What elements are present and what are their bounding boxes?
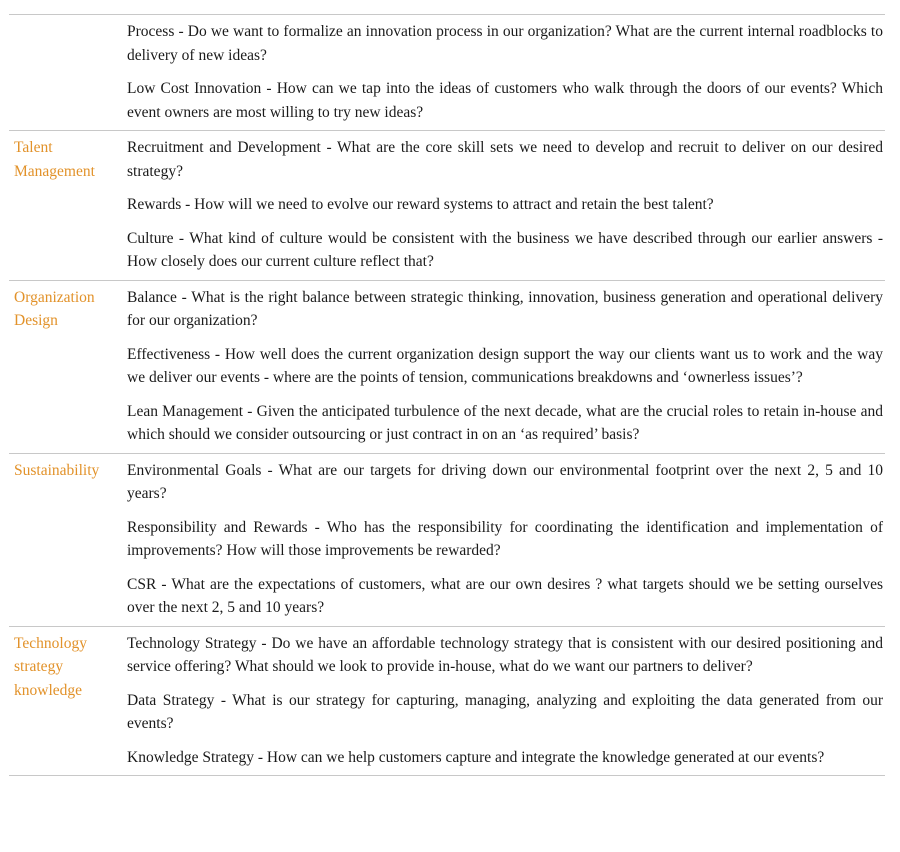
section-label: Technology strategy knowledge xyxy=(14,634,87,699)
section-label: Organization Design xyxy=(14,288,95,329)
section-talent-management xyxy=(9,131,885,281)
section-innovation-continued xyxy=(9,15,885,131)
question-item: Lean Management - Given the anticipated turbulence of the next decade, what are the crucial roles to retain in-house and which should we consider outsourcing or just contract in on an ‘as required’ basis? xyxy=(127,402,883,443)
question-item: Low Cost Innovation - How can we tap into the ideas of customers who walk through the doors of our events? Which event owners are most willing to try new ideas? xyxy=(127,80,883,121)
strategy-questions-table xyxy=(9,14,885,776)
question-item: Technology Strategy - Do we have an affordable technology strategy that is consistent with our desired positioning and service offering? What should we look to provide in-house, what do we want our partners to deliver? xyxy=(127,634,883,675)
section-content-cell xyxy=(122,626,885,776)
question-item: Rewards - How will we need to evolve our reward systems to attract and retain the best talent? xyxy=(127,196,714,213)
question-item: Environmental Goals - What are our targets for driving down our environmental footprint over the next 2, 5 and 10 years? xyxy=(127,461,883,502)
section-label: Sustainability xyxy=(14,461,100,479)
section-label-cell xyxy=(9,15,122,131)
section-label-cell xyxy=(9,626,122,776)
section-content-cell xyxy=(122,453,885,626)
question-item: Recruitment and Development - What are the core skill sets we need to develop and recruit to deliver on our desired strategy? xyxy=(127,139,883,180)
section-organization-design xyxy=(9,280,885,453)
question-item: Balance - What is the right balance between strategic thinking, innovation, business generation and operational delivery for our organization? xyxy=(127,288,883,329)
section-content-cell xyxy=(122,15,885,131)
question-item: Data Strategy - What is our strategy for capturing, managing, analyzing and exploiting the data generated from our events? xyxy=(127,691,883,732)
question-item: Knowledge Strategy - How can we help customers capture and integrate the knowledge generated at our events? xyxy=(127,748,825,766)
question-item: Process - Do we want to formalize an innovation process in our organization? What are the current internal roadblocks to delivery of new ideas? xyxy=(127,23,883,64)
section-content-cell xyxy=(122,280,885,453)
section-label-cell xyxy=(9,453,122,626)
question-item: Culture - What kind of culture would be consistent with the business we have described through our earlier answers - How closely does our current culture reflect that? xyxy=(127,229,883,270)
section-label-cell xyxy=(9,280,122,453)
section-label-cell xyxy=(9,131,122,281)
section-label: Talent Management xyxy=(14,139,95,180)
question-item: Effectiveness - How well does the current organization design support the way our clients want us to work and the way we deliver our events - where are the points of tension, communications breakdowns and ‘ownerless issues’? xyxy=(127,345,883,386)
section-content-cell xyxy=(122,131,885,281)
question-item: Responsibility and Rewards - Who has the responsibility for coordinating the identification and implementation of improvements? How will those improvements be rewarded? xyxy=(127,518,883,559)
question-item: CSR - What are the expectations of customers, what are our own desires ? what targets should we be setting ourselves over the next 2, 5 and 10 years? xyxy=(127,575,883,616)
section-technology-strategy-knowledge xyxy=(9,626,885,776)
section-sustainability xyxy=(9,453,885,626)
